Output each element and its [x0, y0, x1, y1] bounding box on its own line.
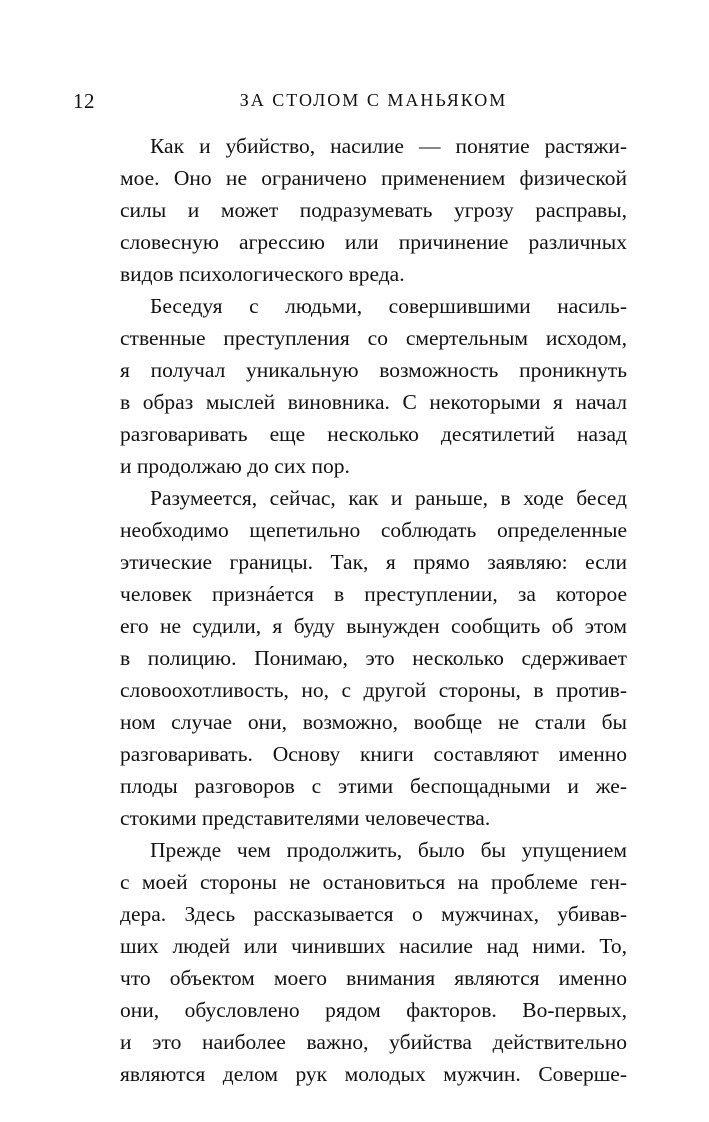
text-line: стокими представителями человечества. — [120, 806, 491, 830]
text-line: ном случае они, возможно, вообще не стали бы — [120, 710, 627, 734]
text-line: я получал уникальную возможность проникнуть — [120, 358, 627, 382]
text-line: в полицию. Понимаю, это несколько сдерживает — [120, 646, 627, 670]
running-title: ЗА СТОЛОМ С МАНЬЯКОМ — [239, 90, 508, 110]
text-line: и продолжаю до сих пор. — [120, 454, 350, 478]
text-line: силы и может подразумевать угрозу расправы, — [120, 198, 627, 222]
text-line: этические границы. Так, я прямо заявляю: если — [120, 550, 627, 574]
text-line: разговаривать. Основу книги составляют именно — [120, 742, 627, 766]
text-line: Разумеется, сейчас, как и раньше, в ходе бесед — [150, 486, 627, 510]
text-line: ственные преступления со смертельным исходом, — [120, 326, 627, 350]
text-line: Как и убийство, насилие — понятие растяжи- — [150, 134, 627, 158]
text-line: словесную агрессию или причинение различных — [120, 230, 627, 254]
text-line: Прежде чем продолжить, было бы упущением — [150, 838, 627, 862]
text-line: ших людей или чинивших насилие над ними. То, — [120, 934, 627, 958]
text-line: необходимо щепетильно соблюдать определенные — [120, 518, 627, 542]
text-line: плоды разговоров с этими беспощадными и же- — [120, 774, 627, 798]
body-text — [120, 130, 627, 1090]
text-line: и это наиболее важно, убийства действительно — [120, 1030, 627, 1054]
text-line: являются делом рук молодых мужчин. Соверше- — [120, 1062, 627, 1086]
page-number: 12 — [73, 89, 95, 113]
text-line: разговаривать еще несколько десятилетий назад — [120, 422, 627, 446]
text-line: словоохотливость, но, с другой стороны, в против- — [120, 678, 627, 702]
text-line: человек признáется в преступлении, за которое — [120, 582, 627, 606]
text-line: что объектом моего внимания являются именно — [120, 966, 627, 990]
text-line: дера. Здесь рассказывается о мужчинах, убивав- — [120, 902, 627, 926]
text-line: его не судили, я буду вынужден сообщить об этом — [120, 614, 627, 638]
text-line: видов психологического вреда. — [120, 262, 405, 286]
text-line: они, обусловлено рядом факторов. Во-первых, — [120, 998, 627, 1022]
text-line: мое. Оно не ограничено применением физической — [120, 166, 627, 190]
text-line: с моей стороны не остановиться на проблеме ген- — [120, 870, 627, 894]
text-line: в образ мыслей виновника. С некоторыми я начал — [120, 390, 627, 414]
text-line: Беседуя с людьми, совершившими насиль- — [150, 294, 627, 318]
